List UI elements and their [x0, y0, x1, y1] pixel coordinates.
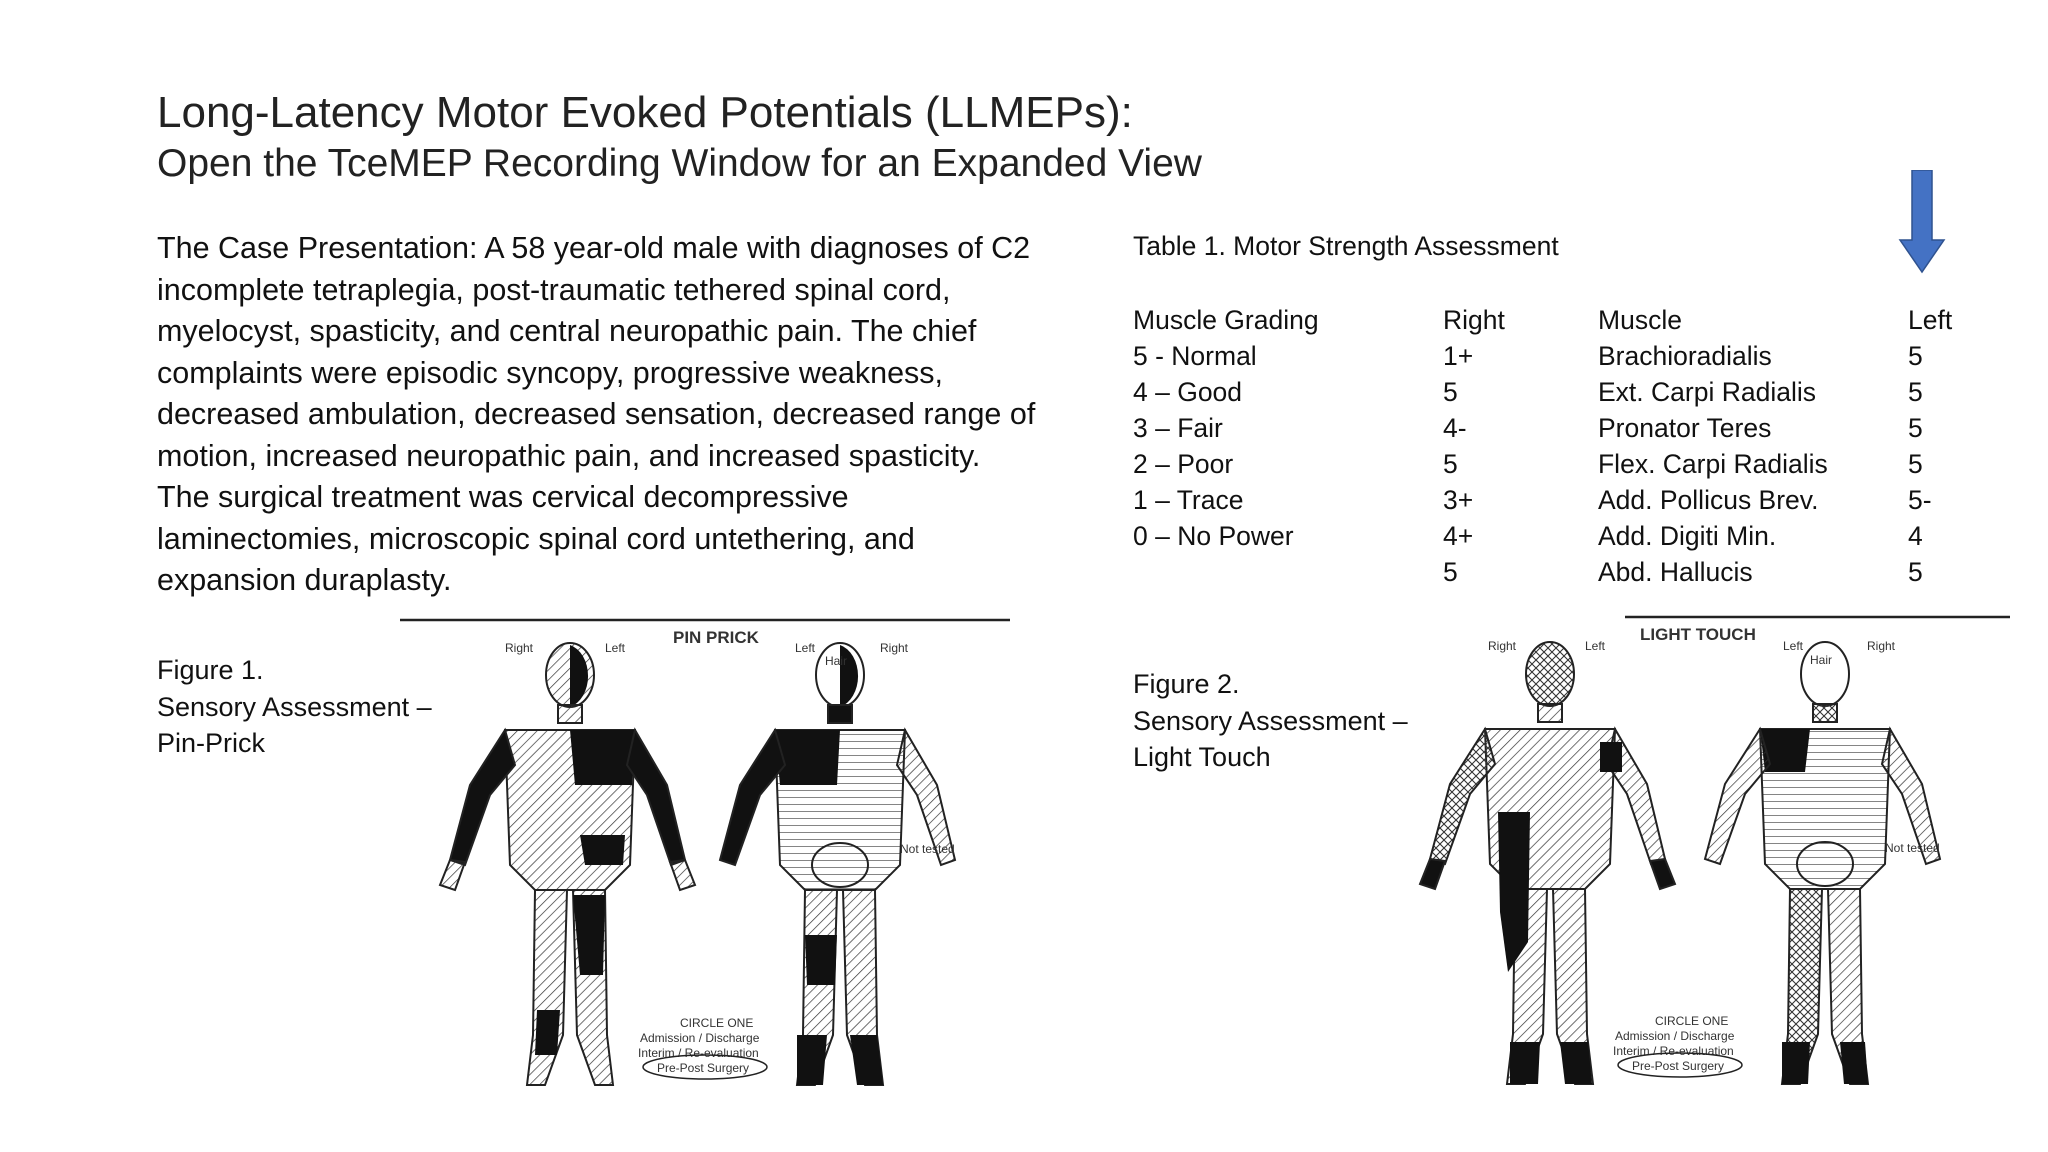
grading-cell: 2 – Poor: [1133, 449, 1234, 479]
front-body-figure: [1420, 642, 1675, 1084]
right-cell: 4+: [1443, 521, 1474, 551]
right-cell: 5: [1443, 377, 1458, 407]
right-cell: 3+: [1443, 485, 1474, 515]
left-column: [1908, 302, 1952, 590]
back-body-figure: [1705, 642, 1940, 1084]
case-presentation-text: The Case Presentation: A 58 year-old male with diagnoses of C2 incomplete tetraplegia, post-traumatic tethered spinal cord, myelocyst, spasticity, and central neuropathic pain. The chief complaints were episodic syncopy, progressive weakness, decreased ambulation, decreased sensation, decreased range of motion, increased neuropathic pain, and increased spasticity. The surgical treatment was cervical decompressive laminectomies, microscopic spinal cord untethering, and expansion duraplasty.: [157, 231, 1036, 597]
front-right-label: Right: [1488, 639, 1517, 653]
back-left-label: Left: [795, 641, 816, 655]
muscle-cell: Add. Pollicus Brev.: [1598, 485, 1819, 515]
light-touch-body-chart: [1400, 612, 2020, 1117]
front-body-figure: [440, 643, 695, 1085]
grading-cell: 3 – Fair: [1133, 413, 1223, 443]
muscle-cell: Abd. Hallucis: [1598, 557, 1753, 587]
back-side-note: Not tested: [900, 842, 955, 856]
back-left-label: Left: [1783, 639, 1804, 653]
left-cell: 5: [1908, 557, 1923, 587]
muscle-cell: Add. Digiti Min.: [1598, 521, 1777, 551]
muscle-cell: Ext. Carpi Radialis: [1598, 377, 1816, 407]
right-cell: 5: [1443, 449, 1458, 479]
page-subtitle: Open the TceMEP Recording Window for an Expanded View: [157, 142, 1202, 185]
left-cell: 5-: [1908, 485, 1932, 515]
figure-1-caption-line2: Sensory Assessment –: [157, 691, 432, 722]
table-caption: Table 1. Motor Strength Assessment: [1133, 231, 1559, 261]
light-touch-chart-title: LIGHT TOUCH: [1640, 625, 1756, 644]
back-head-note: Hair: [1810, 653, 1833, 667]
left-cell: 5: [1908, 341, 1923, 371]
stamp-line4: Pre-Post Surgery: [657, 1061, 750, 1075]
grading-cell: 0 – No Power: [1133, 521, 1294, 551]
pin-prick-chart-title: PIN PRICK: [673, 628, 759, 647]
muscle-column: [1598, 302, 1828, 590]
left-cell: 5: [1908, 449, 1923, 479]
figure-1-caption-line3: Pin-Prick: [157, 728, 266, 758]
grading-column: [1133, 302, 1319, 554]
figure-2-caption-line2: Sensory Assessment –: [1133, 705, 1408, 736]
back-head-note: Hair: [825, 654, 848, 668]
back-right-label: Right: [880, 641, 909, 655]
figure-1-caption: [157, 652, 432, 762]
pin-prick-body-chart: [395, 615, 1025, 1115]
right-cell: 1+: [1443, 341, 1474, 371]
front-right-label: Right: [505, 641, 534, 655]
front-left-label: Left: [1585, 639, 1606, 653]
figure-2-caption: [1133, 666, 1408, 776]
left-cell: 5: [1908, 413, 1923, 443]
left-header: Left: [1908, 305, 1953, 335]
stamp-line3: Interim / Re-evaluation: [1613, 1044, 1734, 1058]
front-left-label: Left: [605, 641, 626, 655]
arrow-down-icon: [1898, 170, 1946, 274]
right-header: Right: [1443, 305, 1505, 335]
grading-cell: 1 – Trace: [1133, 485, 1244, 515]
right-cell: 4-: [1443, 413, 1467, 443]
figure-2-caption-line3: Light Touch: [1133, 742, 1271, 772]
stamp-line1: CIRCLE ONE: [1655, 1014, 1729, 1028]
right-cell: 5: [1443, 557, 1458, 587]
stamp-line2: Admission / Discharge: [640, 1031, 760, 1045]
left-cell: 5: [1908, 377, 1923, 407]
stamp-line1: CIRCLE ONE: [680, 1016, 754, 1030]
stamp-line3: Interim / Re-evaluation: [638, 1046, 759, 1060]
muscle-header: Muscle: [1598, 305, 1682, 335]
circle-one-stamp: [1613, 1014, 1742, 1077]
page-title: Long-Latency Motor Evoked Potentials (LLMEPs):: [157, 88, 1133, 137]
figure-2-caption-line1: Figure 2.: [1133, 669, 1240, 699]
left-cell: 4: [1908, 521, 1923, 551]
grading-cell: 4 – Good: [1133, 377, 1243, 407]
back-side-note: Not tested: [1885, 841, 1940, 855]
back-right-label: Right: [1867, 639, 1896, 653]
circle-one-stamp: [638, 1016, 767, 1079]
muscle-cell: Pronator Teres: [1598, 413, 1772, 443]
grading-cell: 5 - Normal: [1133, 341, 1257, 371]
figure-1-caption-line1: Figure 1.: [157, 655, 264, 685]
stamp-line4: Pre-Post Surgery: [1632, 1059, 1725, 1073]
muscle-cell: Brachioradialis: [1598, 341, 1772, 371]
right-column: [1443, 302, 1505, 590]
stamp-line2: Admission / Discharge: [1615, 1029, 1735, 1043]
muscle-cell: Flex. Carpi Radialis: [1598, 449, 1828, 479]
grading-header: Muscle Grading: [1133, 305, 1319, 335]
back-body-figure: [720, 643, 955, 1085]
